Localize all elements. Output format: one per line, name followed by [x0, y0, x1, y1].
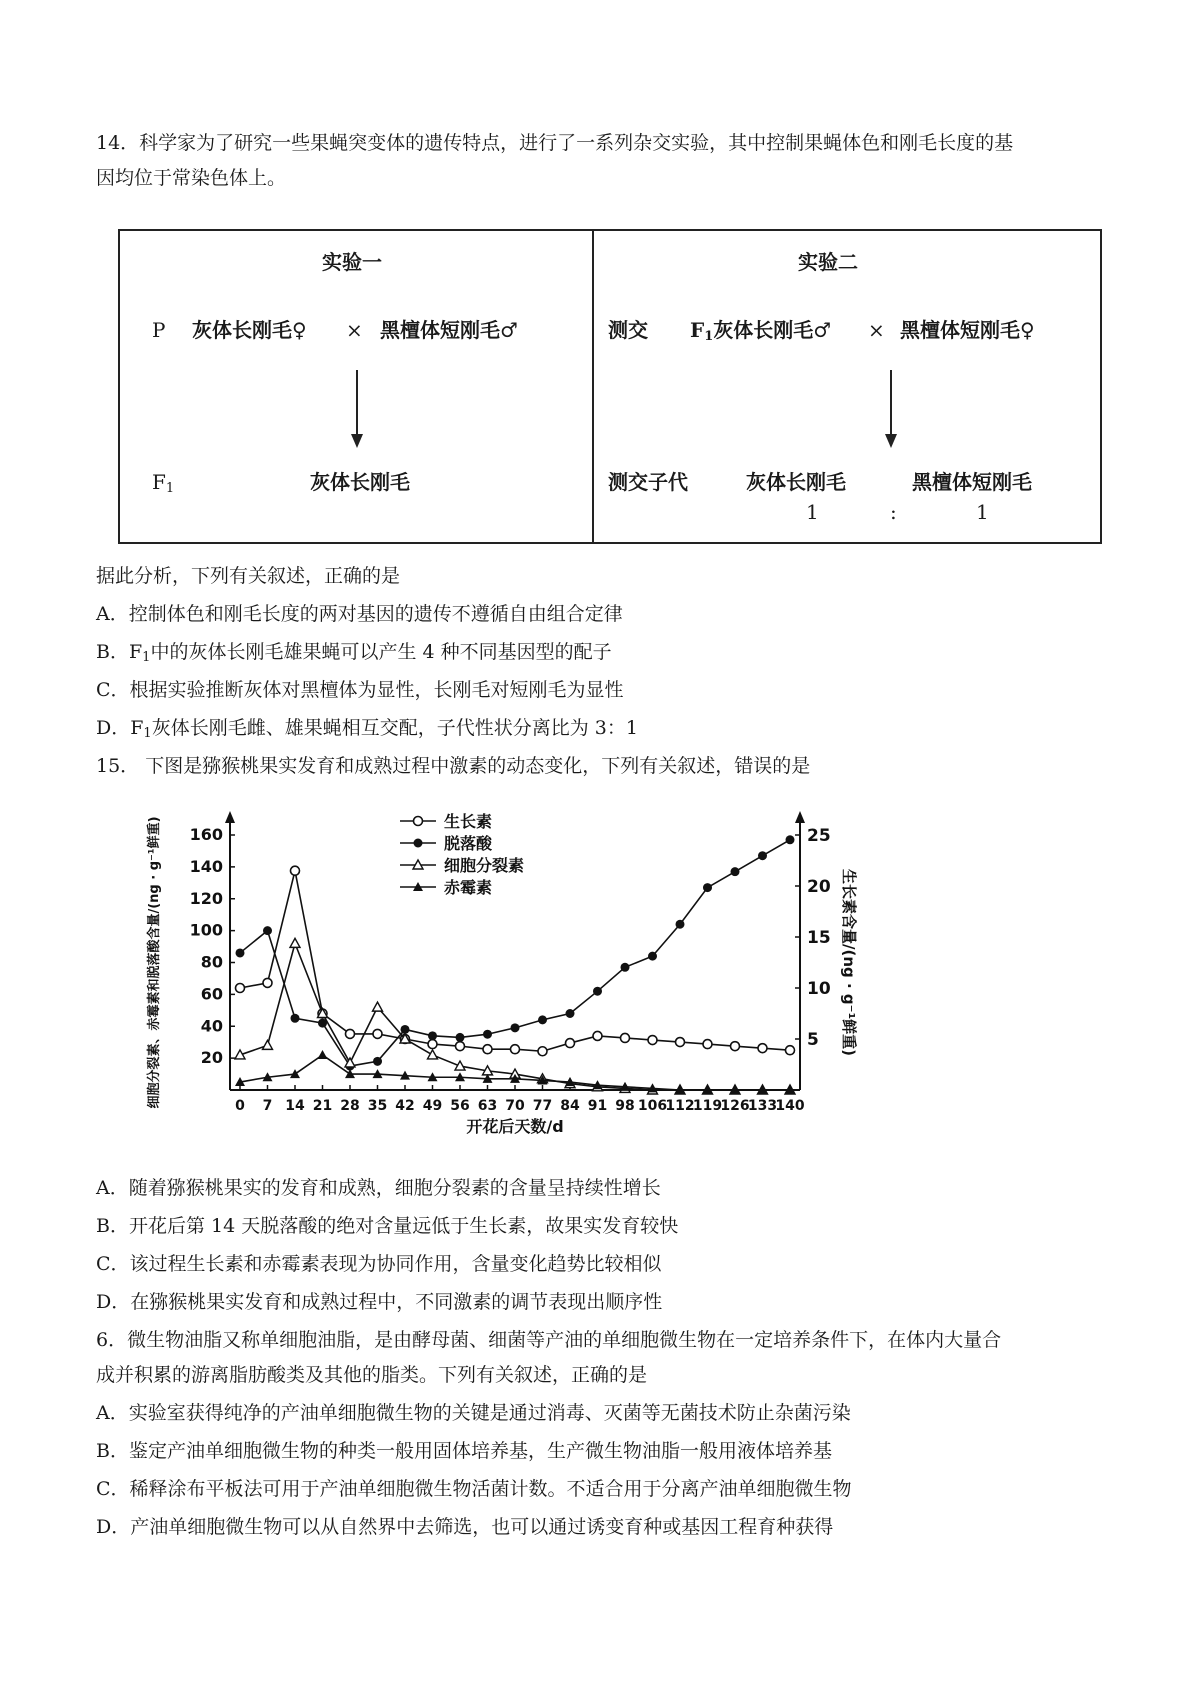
- series-0-point: [373, 1029, 382, 1038]
- series-0-point: [346, 1029, 355, 1038]
- series-1-point: [703, 883, 712, 892]
- series-2-point: [428, 1050, 438, 1059]
- series-1-point: [483, 1030, 492, 1039]
- legend-label: 脱落酸: [444, 834, 493, 853]
- left-axis-title: 细胞分裂素、赤霉素和脱落酸含量/(ng · g⁻¹鲜重): [147, 816, 162, 1109]
- series-1-point: [648, 952, 657, 961]
- q14-option-c[interactable]: C．根据实验推断灰体对黑檀体为显性，长刚毛对短刚毛为显性: [96, 679, 624, 701]
- series-1-point: [676, 920, 685, 929]
- x-tick-label: 126: [720, 1098, 750, 1114]
- q6-option-b[interactable]: B．鉴定产油单细胞微生物的种类一般用固体培养基，生产微生物油脂一般用液体培养基: [96, 1440, 832, 1462]
- exp1-male: 黑檀体短刚毛♂: [380, 318, 518, 342]
- q15-option-b[interactable]: B．开花后第 14 天脱落酸的绝对含量远低于生长素，故果实发育较快: [96, 1215, 679, 1237]
- left-tick-label: 160: [189, 825, 223, 844]
- left-tick-label: 40: [200, 1016, 223, 1036]
- series-0-point: [483, 1045, 492, 1054]
- cross-diagram-divider: [592, 229, 594, 544]
- q15-option-d[interactable]: D．在猕猴桃果实发育和成熟过程中，不同激素的调节表现出顺序性: [96, 1291, 663, 1313]
- series-0-point: [648, 1036, 657, 1045]
- series-1-point: [511, 1023, 520, 1032]
- exp1-arrow-head: [351, 434, 363, 448]
- x-tick-label: 91: [587, 1098, 608, 1114]
- x-tick-label: 84: [560, 1098, 580, 1114]
- series-0-point: [511, 1045, 520, 1054]
- q6-stem-line2: 成并积累的游离脂肪酸类及其他的脂类。下列有关叙述，正确的是: [96, 1364, 648, 1386]
- series-1-point: [263, 926, 272, 935]
- series-0-point: [236, 984, 245, 993]
- exp1-f1-label: $F_1$: [152, 470, 175, 496]
- series-0-point: [676, 1038, 685, 1047]
- x-tick-label: 21: [312, 1098, 333, 1114]
- left-tick-label: 60: [200, 984, 223, 1004]
- series-2-point: [263, 1040, 273, 1049]
- x-axis-title: 开花后天数/d: [466, 1117, 564, 1136]
- series-1-point: [236, 948, 245, 957]
- x-tick-label: 35: [367, 1098, 388, 1114]
- left-tick-label: 140: [189, 856, 223, 876]
- right-tick-label: 25: [807, 826, 831, 846]
- series-2-point: [373, 1002, 383, 1011]
- x-tick-label: 14: [285, 1098, 305, 1114]
- exp2-female: 黑檀体短刚毛♀: [900, 318, 1035, 342]
- series-0-point: [731, 1042, 740, 1051]
- exp2-arrow-head: [885, 434, 897, 448]
- series-2-point: [290, 938, 300, 947]
- q6-stem-line1: 6．微生物油脂又称单细胞油脂，是由酵母菌、细菌等产油的单细胞微生物在一定培养条件下，在体内大量合: [96, 1329, 1002, 1351]
- series-1-point: [621, 963, 630, 972]
- left-tick-label: 80: [200, 952, 223, 972]
- series-1-point: [456, 1033, 465, 1042]
- series-1-point: [291, 1014, 300, 1023]
- series-1-point: [373, 1057, 382, 1066]
- x-tick-label: 77: [532, 1098, 553, 1114]
- right-tick-label: 15: [807, 928, 831, 948]
- right-tick-label: 20: [807, 877, 831, 897]
- series-0-point: [703, 1040, 712, 1049]
- series-3-point: [290, 1069, 300, 1078]
- legend-label: 赤霉素: [444, 878, 493, 897]
- left-tick-label: 20: [200, 1048, 223, 1068]
- exp2-f1-male: $F_1$灰体长刚毛♂: [690, 318, 832, 344]
- series-1-point: [758, 851, 767, 860]
- legend-swatch-marker: [414, 817, 423, 826]
- series-1-point: [731, 867, 740, 876]
- x-tick-label: 106: [637, 1098, 668, 1114]
- series-0-point: [428, 1040, 437, 1049]
- exp2-ratio2: 1: [976, 500, 989, 524]
- series-1-point: [566, 1009, 575, 1018]
- hormone-line-chart: [110, 805, 858, 1145]
- exp1-arrow-shaft: [356, 370, 358, 436]
- series-3-point: [318, 1050, 328, 1059]
- left-tick-label: 100: [189, 920, 223, 940]
- series-0-point: [786, 1046, 795, 1055]
- x-tick-label: 70: [505, 1098, 525, 1114]
- left-tick-label: 120: [189, 888, 223, 908]
- series-2-point: [455, 1061, 465, 1070]
- x-tick-label: 7: [262, 1098, 273, 1114]
- exp2-arrow-shaft: [890, 370, 892, 436]
- series-1-point: [593, 987, 602, 996]
- x-tick-label: 63: [477, 1098, 498, 1114]
- q14-stem-line2: 因均位于常染色体上。: [96, 167, 287, 189]
- x-tick-label: 112: [665, 1098, 695, 1114]
- series-0-point: [263, 978, 272, 987]
- x-tick-label: 98: [615, 1098, 635, 1114]
- q14-option-b[interactable]: B．$F_1$中的灰体长刚毛雄果蝇可以产生 4 种不同基因型的配子: [96, 641, 612, 665]
- exp2-ratio-colon: :: [890, 500, 897, 524]
- x-tick-label: 133: [747, 1098, 778, 1114]
- exp1-title: 实验一: [322, 250, 382, 274]
- exp2-offspring-label: 测交子代: [608, 470, 688, 494]
- series-0-point: [593, 1031, 602, 1040]
- x-tick-label: 119: [692, 1098, 723, 1114]
- q6-option-d[interactable]: D．产油单细胞微生物可以从自然界中去筛选，也可以通过诱变育种或基因工程育种获得: [96, 1516, 834, 1538]
- x-tick-label: 0: [235, 1098, 245, 1114]
- series-1-point: [786, 835, 795, 844]
- exp1-p-label: P: [152, 318, 166, 342]
- exp2-title: 实验二: [798, 250, 858, 274]
- q15-option-c[interactable]: C．该过程生长素和赤霉素表现为协同作用，含量变化趋势比较相似: [96, 1253, 662, 1275]
- right-axis-title: 生长素含量/(ng · g⁻¹鲜重): [840, 869, 858, 1056]
- legend-label: 细胞分裂素: [444, 856, 525, 875]
- exp2-ratio1: 1: [806, 500, 819, 524]
- q15-stem: 15． 下图是猕猴桃果实发育和成熟过程中激素的动态变化，下列有关叙述，错误的是: [96, 755, 811, 777]
- exp1-female: 灰体长刚毛♀: [192, 318, 307, 342]
- x-tick-label: 42: [395, 1098, 415, 1114]
- exp2-pheno2: 黑檀体短刚毛: [912, 470, 1032, 494]
- exp2-pheno1: 灰体长刚毛: [746, 470, 846, 494]
- q6-option-a[interactable]: A．实验室获得纯净的产油单细胞微生物的关键是通过消毒、灭菌等无菌技术防止杂菌污染: [96, 1402, 851, 1424]
- exp1-cross-sign: ×: [346, 318, 363, 342]
- q14-option-a[interactable]: A．控制体色和刚毛长度的两对基因的遗传不遵循自由组合定律: [96, 603, 623, 625]
- x-tick-label: 28: [340, 1098, 360, 1114]
- x-tick-label: 140: [775, 1098, 805, 1114]
- legend-label: 生长素: [444, 812, 493, 831]
- right-tick-label: 5: [807, 1030, 819, 1050]
- series-0-point: [538, 1047, 547, 1056]
- x-tick-label: 56: [450, 1098, 470, 1114]
- series-0-point: [621, 1033, 630, 1042]
- right-tick-label: 10: [807, 979, 831, 999]
- cross-diagram-box: [118, 229, 1102, 544]
- exp1-f1-result: 灰体长刚毛: [310, 470, 410, 494]
- q6-option-c[interactable]: C．稀释涂布平板法可用于产油单细胞微生物活菌计数。不适合用于分离产油单细胞微生物: [96, 1478, 852, 1500]
- q15-option-a[interactable]: A．随着猕猴桃果实的发育和成熟，细胞分裂素的含量呈持续性增长: [96, 1177, 661, 1199]
- exp2-cross-sign: ×: [868, 318, 885, 342]
- q14-stem-line1: 14．科学家为了研究一些果蝇突变体的遗传特点，进行了一系列杂交实验，其中控制果蝇体色和刚毛长度的基: [96, 132, 1014, 154]
- q14-prompt: 据此分析，下列有关叙述，正确的是: [96, 565, 401, 587]
- q14-option-d[interactable]: D．$F_1$灰体长刚毛雌、雄果蝇相互交配，子代性状分离比为 3：1: [96, 717, 638, 741]
- right-axis-arrow: [795, 811, 805, 823]
- series-1-point: [538, 1015, 547, 1024]
- series-0-point: [566, 1039, 575, 1048]
- series-0-point: [291, 866, 300, 875]
- left-axis-arrow: [225, 811, 235, 823]
- x-tick-label: 49: [422, 1098, 443, 1114]
- legend-swatch-marker: [414, 839, 423, 848]
- series-0-point: [758, 1044, 767, 1053]
- series-1-point: [428, 1031, 437, 1040]
- series-0-point: [456, 1042, 465, 1051]
- exp2-test-label: 测交: [608, 318, 648, 342]
